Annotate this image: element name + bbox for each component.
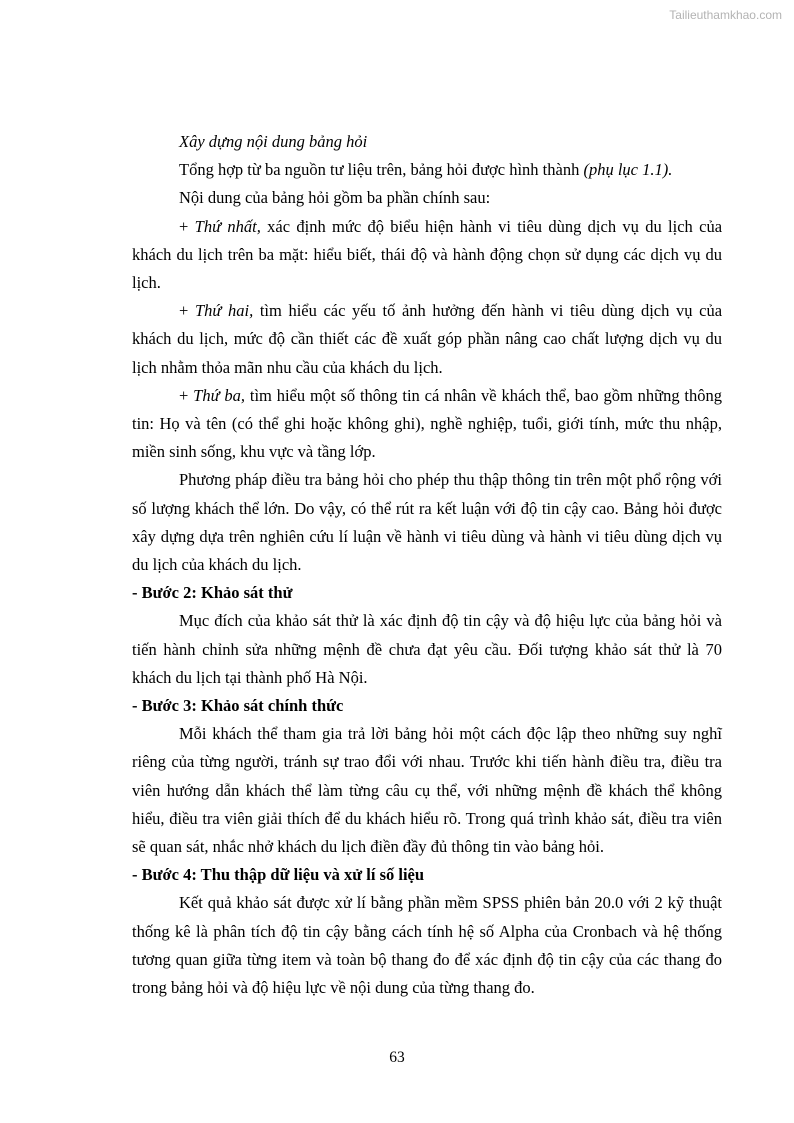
text-run: Nội dung của bảng hỏi gồm ba phần chính sau:: [179, 188, 491, 208]
paragraph: [132, 156, 722, 184]
paragraph: [132, 889, 722, 1002]
heading-step-2: [132, 579, 722, 607]
text-run: Thứ nhất,: [194, 216, 261, 236]
text-run: tìm hiểu một số thông tin cá nhân về khách thể, bao gồm những thông tin: Họ và tên (có thể ghi hoặc không ghi), nghề nghiệp, tuổi, giới tính, mức thu nhập, miền sinh sống, khu vực và tầng lớp.: [132, 385, 722, 462]
text-run: Thứ hai,: [194, 301, 254, 321]
text-run: +: [179, 216, 195, 236]
paragraph-list-item: [132, 297, 722, 382]
heading-step-3: [132, 692, 722, 720]
text-run: tìm hiểu các yếu tố ảnh hưởng đến hành vi tiêu dùng dịch vụ của khách du lịch, mức độ cần thiết các đề xuất góp phần nâng cao chất lượng dịch vụ du lịch nhằm thỏa mãn nhu cầu của khách du lịch.: [132, 301, 723, 377]
text-run: +: [179, 301, 195, 321]
text-run: Mỗi khách thể tham gia trả lời bảng hỏi một cách độc lập theo những suy nghĩ riêng của từng người, tránh sự trao đổi với nhau. Trước khi tiến hành điều tra, điều tra viên hướng dẫn khách thể làm từng câu cụ thể, với những mệnh đề khách thể không hiểu, điều tra viên giải thích để du khách hiểu rõ. Trong quá trình khảo sát, điều tra viên sẽ quan sát, nhắc nhở khách du lịch điền đầy đủ thông tin vào bảng hỏi.: [132, 724, 722, 857]
text-run: Mục đích của khảo sát thử là xác định độ tin cậy và độ hiệu lực của bảng hỏi và tiến hành chỉnh sửa những mệnh đề chưa đạt yêu cầu. Đối tượng khảo sát thử là 70 khách du lịch tại thành phố Hà Nội.: [132, 611, 722, 687]
text-run: Tổng hợp từ ba nguồn tư liệu trên, bảng hỏi được hình thành: [179, 160, 584, 180]
text-run: Xây dựng nội dung bảng hỏi: [179, 132, 368, 151]
text-run: Thứ ba,: [193, 385, 246, 405]
text-run: - Bước 2: Khảo sát thử: [132, 583, 293, 603]
text-run: - Bước 3: Khảo sát chính thức: [132, 696, 344, 716]
page-number: 63: [389, 1049, 405, 1066]
text-run: (phụ lục 1.1).: [583, 160, 673, 180]
watermark: Tailieuthamkhao.com: [669, 8, 782, 22]
heading-step-4: [132, 861, 722, 889]
text-run: Kết quả khảo sát được xử lí bằng phần mềm SPSS phiên bản 20.0 với 2 kỹ thuật thống kê là phân tích độ tin cậy bằng cách tính hệ số Alpha của Cronbach và hệ thống tương quan giữa từng item và toàn bộ thang đo để xác định độ tin cậy của các thang đo trong bảng hỏi và độ hiệu lực về nội dung của từng thang đo.: [132, 893, 722, 998]
paragraph-list-item: [132, 213, 722, 298]
text-run: - Bước 4: Thu thập dữ liệu và xử lí số liệu: [132, 865, 425, 885]
paragraph: [132, 607, 722, 692]
text-run: Phương pháp điều tra bảng hỏi cho phép thu thập thông tin trên một phổ rộng với số lượng khách thể lớn. Do vậy, có thể rút ra kết luận với độ tin cậy cao. Bảng hỏi được xây dựng dựa trên nghiên cứu lí luận về hành vi tiêu dùng và hành vi tiêu dùng dịch vụ du lịch của khách du lịch.: [132, 470, 722, 575]
paragraph-section-title: [132, 128, 722, 156]
text-run: xác định mức độ biểu hiện hành vi tiêu dùng dịch vụ du lịch của khách du lịch trên ba mặt: hiểu biết, thái độ và hành động chọn sử dụng các dịch vụ du lịch.: [132, 216, 723, 293]
document-content: [132, 128, 722, 1002]
paragraph-list-item: [132, 382, 722, 467]
paragraph: [132, 466, 722, 579]
paragraph: [132, 184, 722, 212]
paragraph: [132, 720, 722, 861]
text-run: +: [179, 385, 194, 405]
